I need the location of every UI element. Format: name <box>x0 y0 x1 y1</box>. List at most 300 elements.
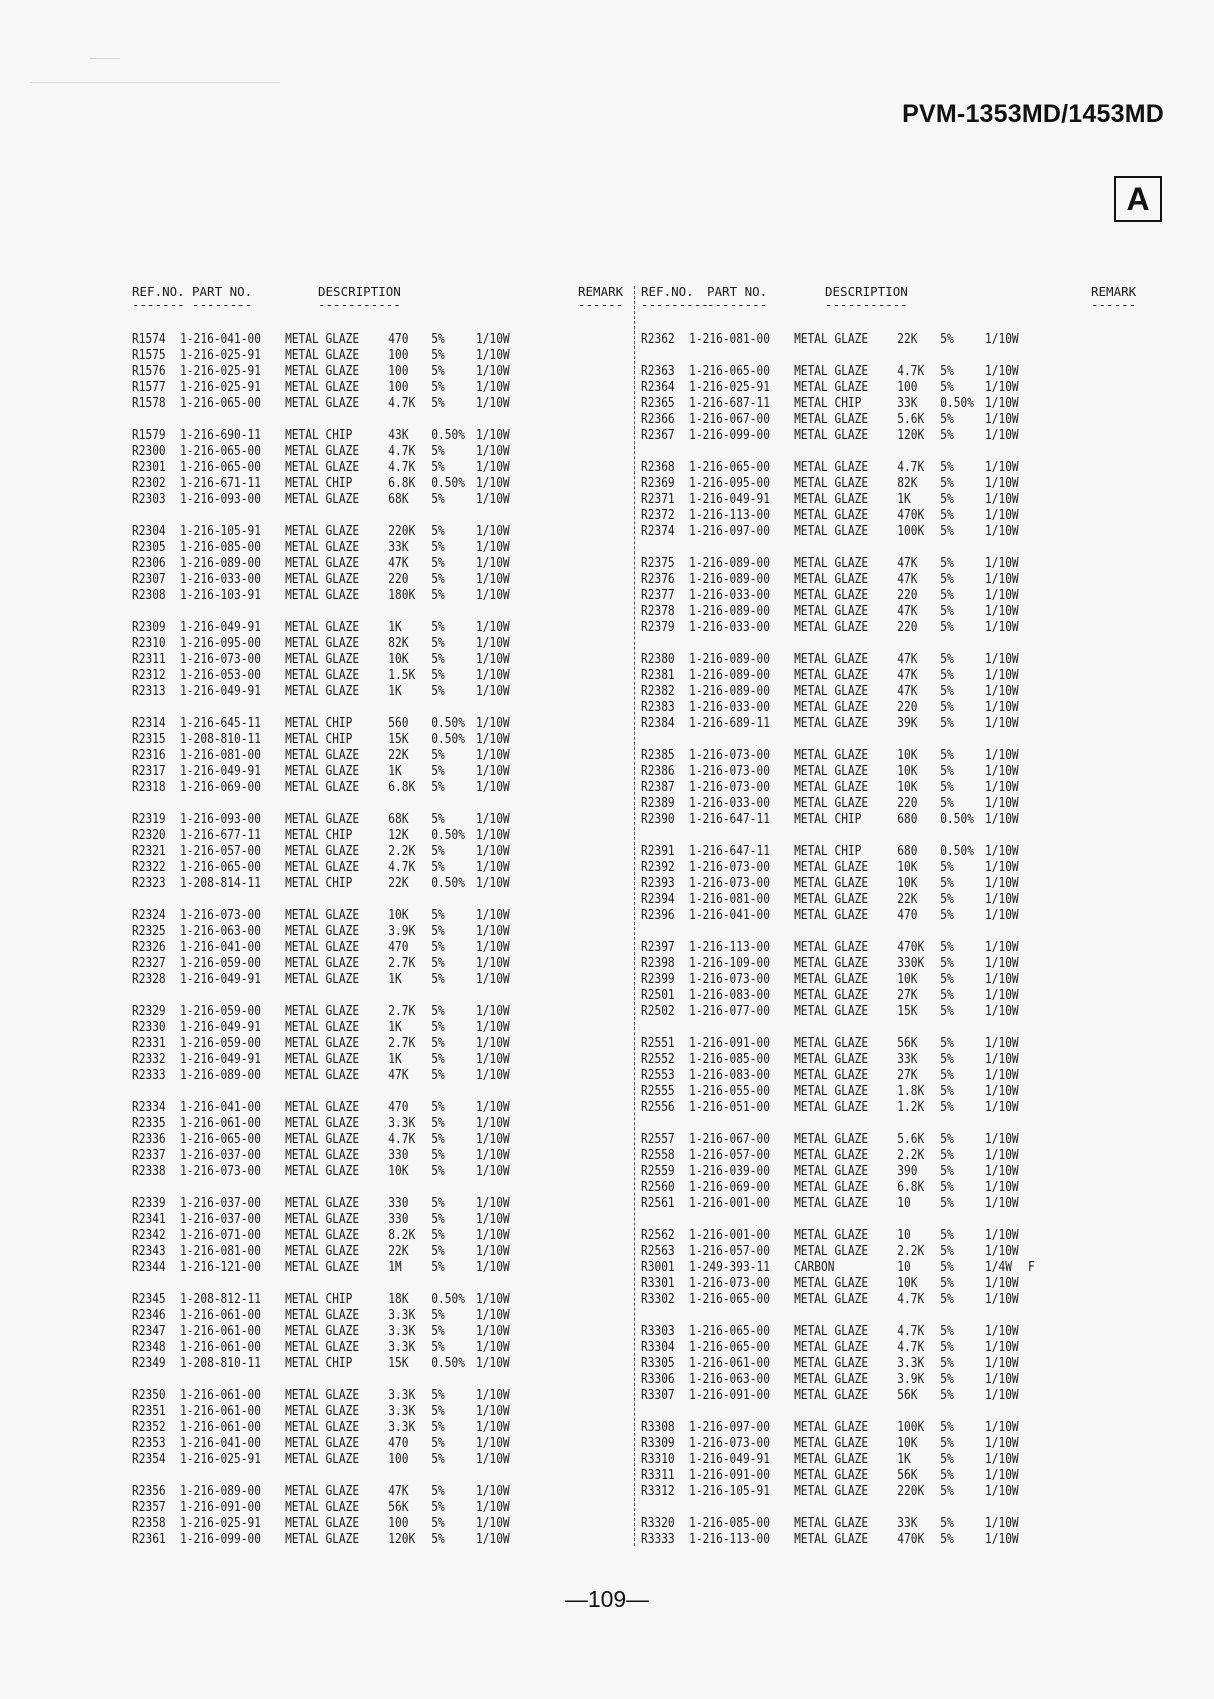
remark-header: REMARK <box>1091 284 1137 299</box>
table-row <box>132 684 629 700</box>
table-row <box>132 636 629 652</box>
tolerance-cell: 5% <box>431 1148 445 1163</box>
ref-no-cell: R2363 <box>641 364 675 379</box>
table-row <box>641 1164 1140 1180</box>
table-row <box>132 716 629 732</box>
power-cell: 1/10W <box>476 860 510 875</box>
ref-no-cell: R2379 <box>641 620 675 635</box>
parts-list-left <box>132 332 630 1548</box>
description-cell: METAL GLAZE <box>285 780 360 795</box>
part-no-cell: 1-216-073-00 <box>689 1436 770 1451</box>
part-no-cell: 1-216-037-00 <box>180 1148 261 1163</box>
value-cell: 56K <box>897 1468 918 1483</box>
value-cell: 470 <box>388 332 409 347</box>
remark-cell <box>519 1388 536 1404</box>
remark-cell <box>1028 1468 1045 1484</box>
power-cell: 1/10W <box>476 572 510 587</box>
power-cell: 1/10W <box>985 668 1019 683</box>
remark-cell <box>519 764 536 780</box>
tolerance-cell: 5% <box>431 940 445 955</box>
value-cell: 4.7K <box>388 1132 416 1147</box>
ref-no-cell: R2321 <box>132 844 166 859</box>
table-row <box>132 844 629 860</box>
tolerance-cell: 5% <box>431 1484 445 1499</box>
table-row <box>132 476 629 492</box>
part-no-cell: 1-216-073-00 <box>689 764 770 779</box>
table-row <box>132 1196 629 1212</box>
tolerance-cell: 5% <box>431 588 445 603</box>
power-cell: 1/10W <box>985 508 1019 523</box>
ref-no-cell: R2368 <box>641 460 675 475</box>
part-no-cell: 1-216-073-00 <box>180 652 261 667</box>
power-cell: 1/10W <box>985 1356 1019 1371</box>
value-cell: 470K <box>897 1532 925 1547</box>
table-row <box>641 716 1140 732</box>
tolerance-cell: 5% <box>431 684 445 699</box>
part-no-cell: 1-216-025-91 <box>180 364 261 379</box>
remark-cell <box>519 1260 536 1276</box>
value-cell: 12K <box>388 828 409 843</box>
remark-cell <box>519 380 536 396</box>
part-no-cell: 1-216-033-00 <box>689 620 770 635</box>
remark-cell <box>1028 1484 1045 1500</box>
part-no-cell: 1-216-061-00 <box>180 1420 261 1435</box>
remark-cell <box>519 1324 536 1340</box>
ref-no-cell: R2347 <box>132 1324 166 1339</box>
value-cell: 6.8K <box>388 780 416 795</box>
ref-header: REF.NO. <box>641 284 694 299</box>
ref-no-cell: R2303 <box>132 492 166 507</box>
remark-cell <box>519 444 536 460</box>
power-cell: 1/10W <box>985 1100 1019 1115</box>
remark-cell <box>519 1052 536 1068</box>
tolerance-cell: 5% <box>940 604 954 619</box>
part-no-cell: 1-216-039-00 <box>689 1164 770 1179</box>
remark-cell <box>1028 716 1045 732</box>
value-cell: 4.7K <box>388 460 416 475</box>
value-cell: 27K <box>897 988 918 1003</box>
ref-no-cell: R2563 <box>641 1244 675 1259</box>
description-cell: METAL GLAZE <box>794 764 869 779</box>
power-cell: 1/10W <box>985 908 1019 923</box>
power-cell: 1/10W <box>985 652 1019 667</box>
ref-no-cell: R2560 <box>641 1180 675 1195</box>
power-cell: 1/10W <box>985 1436 1019 1451</box>
value-cell: 47K <box>897 652 918 667</box>
ref-no-cell: R2369 <box>641 476 675 491</box>
description-cell: METAL GLAZE <box>794 780 869 795</box>
description-cell: METAL GLAZE <box>794 972 869 987</box>
value-cell: 15K <box>388 732 409 747</box>
remark-cell <box>519 1532 536 1548</box>
ref-no-cell: R2350 <box>132 1388 166 1403</box>
tolerance-cell: 5% <box>431 1436 445 1451</box>
power-cell: 1/10W <box>476 940 510 955</box>
ref-no-cell: R2308 <box>132 588 166 603</box>
description-cell: METAL GLAZE <box>285 1484 360 1499</box>
value-cell: 10K <box>897 876 918 891</box>
ref-no-cell: R2346 <box>132 1308 166 1323</box>
ref-no-cell: R2372 <box>641 508 675 523</box>
remark-cell <box>519 1116 536 1132</box>
part-no-cell: 1-216-103-91 <box>180 588 261 603</box>
column-divider <box>634 286 635 1546</box>
description-cell: METAL GLAZE <box>794 988 869 1003</box>
description-cell: METAL GLAZE <box>285 1132 360 1147</box>
ref-no-cell: R2345 <box>132 1292 166 1307</box>
power-cell: 1/10W <box>985 1420 1019 1435</box>
value-cell: 100 <box>897 380 918 395</box>
remark-cell <box>519 1228 536 1244</box>
part-no-cell: 1-216-105-91 <box>689 1484 770 1499</box>
remark-cell <box>519 1196 536 1212</box>
ref-no-cell: R2356 <box>132 1484 166 1499</box>
power-cell: 1/10W <box>476 876 510 891</box>
table-row <box>132 1212 629 1228</box>
ref-no-cell: R2383 <box>641 700 675 715</box>
part-no-cell: 1-216-089-00 <box>689 572 770 587</box>
tolerance-cell: 5% <box>940 940 954 955</box>
part-no-cell: 1-216-085-00 <box>180 540 261 555</box>
table-row <box>132 876 629 892</box>
power-cell: 1/10W <box>985 620 1019 635</box>
power-cell: 1/10W <box>985 588 1019 603</box>
part-no-cell: 1-216-065-00 <box>180 396 261 411</box>
power-cell: 1/10W <box>985 572 1019 587</box>
value-cell: 47K <box>897 572 918 587</box>
value-cell: 1K <box>897 1452 911 1467</box>
value-cell: 1K <box>388 684 402 699</box>
value-cell: 1.5K <box>388 668 416 683</box>
value-cell: 22K <box>388 748 409 763</box>
tolerance-cell: 5% <box>431 540 445 555</box>
ref-no-cell: R2377 <box>641 588 675 603</box>
value-cell: 47K <box>897 604 918 619</box>
tolerance-cell: 5% <box>431 1516 445 1531</box>
value-cell: 5.6K <box>897 412 925 427</box>
tolerance-cell: 5% <box>940 748 954 763</box>
table-row <box>641 1532 1140 1548</box>
part-no-cell: 1-216-073-00 <box>689 860 770 875</box>
power-cell: 1/10W <box>476 1004 510 1019</box>
part-no-cell: 1-216-089-00 <box>689 556 770 571</box>
remark-cell <box>1028 1420 1045 1436</box>
table-row <box>641 572 1140 588</box>
value-cell: 39K <box>897 716 918 731</box>
description-cell: METAL GLAZE <box>285 764 360 779</box>
part-no-cell: 1-216-647-11 <box>689 844 770 859</box>
remark-underline: ------ <box>578 297 624 312</box>
ref-no-cell: R2309 <box>132 620 166 635</box>
value-cell: 10K <box>897 1276 918 1291</box>
desc-header: DESCRIPTION <box>318 284 401 299</box>
description-cell: METAL GLAZE <box>794 652 869 667</box>
ref-no-cell: R2333 <box>132 1068 166 1083</box>
part-no-cell: 1-216-025-91 <box>180 348 261 363</box>
table-row <box>132 812 629 828</box>
value-cell: 1K <box>388 1020 402 1035</box>
tolerance-cell: 5% <box>431 556 445 571</box>
ref-no-cell: R2314 <box>132 716 166 731</box>
part-no-cell: 1-216-089-00 <box>689 652 770 667</box>
table-row <box>132 1356 629 1372</box>
remark-cell <box>1028 956 1045 972</box>
table-row <box>641 876 1140 892</box>
value-cell: 10K <box>388 652 409 667</box>
tolerance-cell: 0.50% <box>431 876 465 891</box>
table-row <box>641 1372 1140 1388</box>
tolerance-cell: 5% <box>431 492 445 507</box>
part-no-cell: 1-216-061-00 <box>180 1308 261 1323</box>
remark-cell <box>1028 1084 1045 1100</box>
value-cell: 100 <box>388 364 409 379</box>
power-cell: 1/10W <box>985 1324 1019 1339</box>
table-row <box>132 1020 629 1036</box>
ref-no-cell: R2344 <box>132 1260 166 1275</box>
description-cell: METAL GLAZE <box>285 668 360 683</box>
power-cell: 1/10W <box>476 1116 510 1131</box>
part-underline: -------- <box>192 297 253 312</box>
remark-cell <box>1028 572 1045 588</box>
table-row <box>132 1500 629 1516</box>
ref-no-cell: R2324 <box>132 908 166 923</box>
tolerance-cell: 5% <box>940 1068 954 1083</box>
description-cell: METAL GLAZE <box>794 332 869 347</box>
value-cell: 33K <box>897 1052 918 1067</box>
table-row <box>641 1100 1140 1116</box>
part-no-cell: 1-216-065-00 <box>689 1340 770 1355</box>
ref-no-cell: R2300 <box>132 444 166 459</box>
value-cell: 10K <box>388 908 409 923</box>
power-cell: 1/10W <box>476 1212 510 1227</box>
ref-no-cell: R2302 <box>132 476 166 491</box>
power-cell: 1/10W <box>476 1404 510 1419</box>
tolerance-cell: 5% <box>431 1052 445 1067</box>
description-cell: METAL GLAZE <box>794 748 869 763</box>
table-row <box>132 1036 629 1052</box>
part-no-cell: 1-216-063-00 <box>180 924 261 939</box>
value-cell: 1M <box>388 1260 402 1275</box>
table-row <box>641 988 1140 1004</box>
table-row <box>641 940 1140 956</box>
value-cell: 22K <box>388 1244 409 1259</box>
value-cell: 3.3K <box>388 1324 416 1339</box>
remark-cell <box>1028 764 1045 780</box>
tolerance-cell: 5% <box>940 412 954 427</box>
part-no-cell: 1-216-083-00 <box>689 1068 770 1083</box>
tolerance-cell: 5% <box>940 892 954 907</box>
part-no-cell: 1-216-091-00 <box>180 1500 261 1515</box>
description-cell: METAL GLAZE <box>794 1036 869 1051</box>
part-no-cell: 1-216-055-00 <box>689 1084 770 1099</box>
power-cell: 1/10W <box>985 492 1019 507</box>
remark-cell <box>519 844 536 860</box>
part-no-cell: 1-208-814-11 <box>180 876 261 891</box>
description-cell: METAL GLAZE <box>285 1500 360 1515</box>
power-cell: 1/10W <box>985 1484 1019 1499</box>
ref-no-cell: R2332 <box>132 1052 166 1067</box>
description-cell: METAL GLAZE <box>794 1276 869 1291</box>
table-row <box>641 1484 1140 1500</box>
part-no-cell: 1-216-049-91 <box>180 684 261 699</box>
remark-cell <box>519 1132 536 1148</box>
table-row <box>132 972 629 988</box>
ref-no-cell: R2385 <box>641 748 675 763</box>
ref-no-cell: R2552 <box>641 1052 675 1067</box>
remark-cell <box>519 588 536 604</box>
description-cell: METAL GLAZE <box>794 556 869 571</box>
page-number: —109— <box>564 1586 650 1612</box>
table-row <box>641 412 1140 428</box>
description-cell: METAL GLAZE <box>794 412 869 427</box>
value-cell: 680 <box>897 812 918 827</box>
table-row <box>132 1388 629 1404</box>
remark-cell <box>1028 972 1045 988</box>
ref-no-cell: R1578 <box>132 396 166 411</box>
ref-no-cell: R2328 <box>132 972 166 987</box>
part-no-cell: 1-216-073-00 <box>689 972 770 987</box>
tolerance-cell: 5% <box>431 1036 445 1051</box>
remark-cell <box>519 364 536 380</box>
description-cell: METAL GLAZE <box>285 1036 360 1051</box>
ref-no-cell: R3312 <box>641 1484 675 1499</box>
power-cell: 1/10W <box>985 684 1019 699</box>
description-cell: METAL GLAZE <box>794 460 869 475</box>
ref-no-cell: R2304 <box>132 524 166 539</box>
tolerance-cell: 5% <box>431 396 445 411</box>
power-cell: 1/10W <box>985 412 1019 427</box>
table-row <box>641 332 1140 348</box>
power-cell: 1/10W <box>985 1180 1019 1195</box>
remark-cell <box>519 1356 536 1372</box>
scan-artifact <box>30 82 280 83</box>
description-cell: METAL GLAZE <box>285 684 360 699</box>
tolerance-cell: 5% <box>431 668 445 683</box>
table-row <box>641 476 1140 492</box>
description-cell: METAL GLAZE <box>794 1340 869 1355</box>
ref-no-cell: R2366 <box>641 412 675 427</box>
value-cell: 3.3K <box>388 1388 416 1403</box>
description-cell: METAL CHIP <box>285 732 353 747</box>
value-cell: 68K <box>388 812 409 827</box>
tolerance-cell: 5% <box>431 636 445 651</box>
power-cell: 1/10W <box>985 1036 1019 1051</box>
tolerance-cell: 5% <box>940 508 954 523</box>
table-row <box>641 1004 1140 1020</box>
value-cell: 6.8K <box>897 1180 925 1195</box>
ref-no-cell: R2382 <box>641 684 675 699</box>
description-cell: METAL GLAZE <box>794 1356 869 1371</box>
tolerance-cell: 5% <box>431 908 445 923</box>
ref-no-cell: R3305 <box>641 1356 675 1371</box>
table-row <box>641 396 1140 412</box>
part-no-cell: 1-216-069-00 <box>180 780 261 795</box>
part-no-cell: 1-216-093-00 <box>180 492 261 507</box>
value-cell: 2.2K <box>897 1148 925 1163</box>
description-cell: METAL GLAZE <box>794 1180 869 1195</box>
description-cell: METAL GLAZE <box>285 860 360 875</box>
remark-cell <box>1028 844 1045 860</box>
power-cell: 1/10W <box>985 1276 1019 1291</box>
value-cell: 56K <box>897 1388 918 1403</box>
part-no-cell: 1-216-647-11 <box>689 812 770 827</box>
power-cell: 1/10W <box>985 972 1019 987</box>
desc-underline: ----------- <box>318 297 401 312</box>
tolerance-cell: 5% <box>940 364 954 379</box>
remark-cell <box>1028 812 1045 828</box>
part-no-cell: 1-216-089-00 <box>689 668 770 683</box>
part-no-cell: 1-216-065-00 <box>689 1292 770 1307</box>
remark-cell <box>1028 508 1045 524</box>
power-cell: 1/10W <box>476 380 510 395</box>
tolerance-cell: 5% <box>431 1004 445 1019</box>
description-cell: METAL GLAZE <box>794 1516 869 1531</box>
part-no-cell: 1-216-065-00 <box>180 860 261 875</box>
ref-no-cell: R2349 <box>132 1356 166 1371</box>
ref-no-cell: R2337 <box>132 1148 166 1163</box>
power-cell: 1/10W <box>476 972 510 987</box>
table-row <box>132 1404 629 1420</box>
power-cell: 1/4W <box>985 1260 1012 1275</box>
remark-cell <box>519 956 536 972</box>
table-row <box>641 1292 1140 1308</box>
remark-cell <box>1028 396 1045 412</box>
remark-cell <box>519 924 536 940</box>
description-cell: METAL GLAZE <box>285 1260 360 1275</box>
table-row <box>641 1180 1140 1196</box>
ref-no-cell: R2331 <box>132 1036 166 1051</box>
value-cell: 15K <box>897 1004 918 1019</box>
ref-no-cell: R2323 <box>132 876 166 891</box>
remark-cell <box>519 492 536 508</box>
description-cell: METAL GLAZE <box>794 1164 869 1179</box>
ref-no-cell: R2398 <box>641 956 675 971</box>
tolerance-cell: 5% <box>431 1164 445 1179</box>
remark-cell <box>519 780 536 796</box>
table-row <box>132 764 629 780</box>
ref-no-cell: R2301 <box>132 460 166 475</box>
parts-column-left <box>132 284 630 1548</box>
power-cell: 1/10W <box>985 844 1019 859</box>
tolerance-cell: 5% <box>940 1100 954 1115</box>
table-row <box>641 1436 1140 1452</box>
power-cell: 1/10W <box>985 1004 1019 1019</box>
description-cell: METAL GLAZE <box>285 1116 360 1131</box>
value-cell: 470 <box>388 940 409 955</box>
ref-no-cell: R3333 <box>641 1532 675 1547</box>
ref-no-cell: R2557 <box>641 1132 675 1147</box>
ref-no-cell: R2386 <box>641 764 675 779</box>
tolerance-cell: 5% <box>431 1228 445 1243</box>
description-cell: METAL GLAZE <box>285 1388 360 1403</box>
ref-no-cell: R2561 <box>641 1196 675 1211</box>
ref-no-cell: R2351 <box>132 1404 166 1419</box>
part-no-cell: 1-216-690-11 <box>180 428 261 443</box>
part-no-cell: 1-216-049-91 <box>180 972 261 987</box>
value-cell: 1.2K <box>897 1100 925 1115</box>
tolerance-cell: 5% <box>431 1068 445 1083</box>
ref-no-cell: R2391 <box>641 844 675 859</box>
table-row <box>641 1228 1140 1244</box>
remark-cell <box>1028 684 1045 700</box>
table-row <box>641 1260 1140 1276</box>
parts-list-right <box>641 332 1141 1548</box>
part-no-cell: 1-216-049-91 <box>180 1052 261 1067</box>
power-cell: 1/10W <box>985 1452 1019 1467</box>
description-cell: METAL GLAZE <box>794 716 869 731</box>
description-cell: METAL CHIP <box>285 1356 353 1371</box>
remark-cell <box>1028 1004 1045 1020</box>
